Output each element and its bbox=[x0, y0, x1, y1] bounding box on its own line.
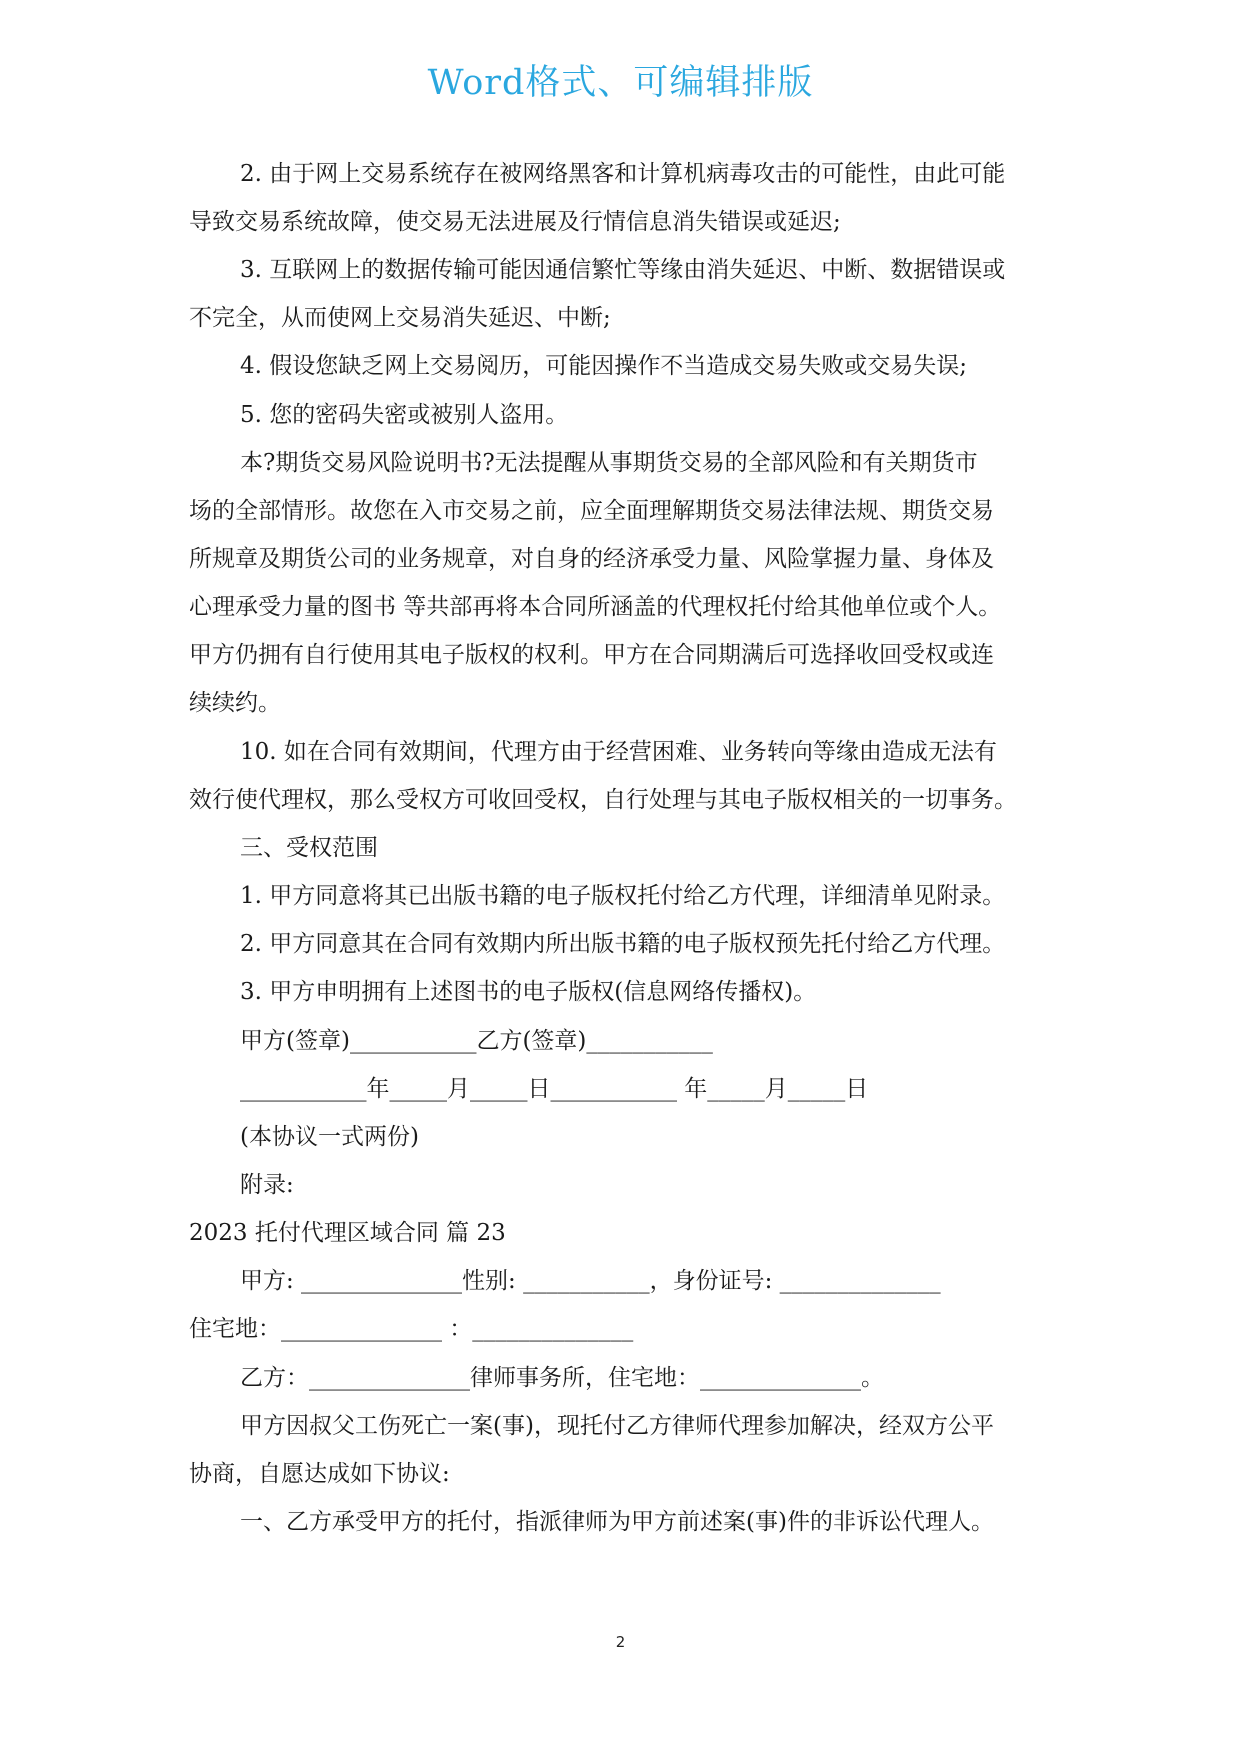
party-b-line: 乙方：______________律师事务所，住宅地：______________。 bbox=[240, 1365, 884, 1391]
paragraph-line: 10. 如在合同有效期间，代理方由于经营困难、业务转向等缘由造成无法有 bbox=[240, 739, 997, 765]
paragraph-line: 3. 甲方申明拥有上述图书的电子版权(信息网络传播权)。 bbox=[240, 979, 817, 1005]
paragraph-line: 2. 甲方同意其在合同有效期内所出版书籍的电子版权预先托付给乙方代理。 bbox=[240, 931, 1006, 957]
contract-title: 2023 托付代理区域合同 篇 23 bbox=[189, 1220, 506, 1246]
paragraph-line: 2. 由于网上交易系统存在被网络黑客和计算机病毒攻击的可能性，由此可能 bbox=[240, 161, 1006, 187]
paragraph-line: 4. 假设您缺乏网上交易阅历，可能因操作不当造成交易失败或交易失误; bbox=[240, 353, 968, 379]
paragraph-line: 所规章及期货公司的业务规章，对自身的经济承受力量、风险掌握力量、身体及 bbox=[189, 546, 994, 572]
date-line: ___________年_____月_____日___________ 年_____月_____日 bbox=[240, 1076, 869, 1102]
paragraph-line: 心理承受力量的图书 等共部再将本合同所涵盖的代理权托付给其他单位或个人。 bbox=[189, 594, 1002, 620]
paragraph-line: 3. 互联网上的数据传输可能因通信繁忙等缘由消失延迟、中断、数据错误或 bbox=[240, 257, 1006, 283]
paragraph-line: 不完全，从而使网上交易消失延迟、中断; bbox=[189, 305, 611, 331]
paragraph-line: 续续约。 bbox=[189, 690, 281, 716]
appendix-label: 附录: bbox=[240, 1172, 294, 1198]
paragraph-line: 1. 甲方同意将其已出版书籍的电子版权托付给乙方代理，详细清单见附录。 bbox=[240, 883, 1006, 909]
party-a-line: 甲方: ______________性别: ___________，身份证号: ______________ bbox=[240, 1268, 941, 1294]
paragraph-line: 一、乙方承受甲方的托付，指派律师为甲方前述案(事)件的非诉讼代理人。 bbox=[240, 1509, 994, 1535]
paragraph-line: (本协议一式两份) bbox=[240, 1124, 419, 1150]
paragraph-line: 导致交易系统故障，使交易无法进展及行情信息消失错误或延迟; bbox=[189, 209, 841, 235]
address-line: 住宅地：______________ ：______________ bbox=[189, 1316, 634, 1342]
paragraph-line: 场的全部情形。故您在入市交易之前，应全面理解期货交易法律法规、期货交易 bbox=[189, 498, 994, 524]
section-heading: 三、受权范围 bbox=[240, 835, 378, 861]
paragraph-line: 协商，自愿达成如下协议: bbox=[189, 1461, 450, 1487]
signature-line: 甲方(签章)___________乙方(签章)___________ bbox=[240, 1028, 713, 1054]
paragraph-line: 5. 您的密码失密或被别人盗用。 bbox=[240, 402, 569, 428]
page-header-title: Word格式、可编辑排版 bbox=[427, 63, 814, 103]
paragraph-line: 甲方因叔父工伤死亡一案(事)，现托付乙方律师代理参加解决，经双方公平 bbox=[240, 1413, 994, 1439]
paragraph-line: 效行使代理权，那么受权方可收回受权，自行处理与其电子版权相关的一切事务。 bbox=[189, 787, 1017, 813]
paragraph-line: 本?期货交易风险说明书?无法提醒从事期货交易的全部风险和有关期货市 bbox=[240, 450, 978, 476]
paragraph-line: 甲方仍拥有自行使用其电子版权的权利。甲方在合同期满后可选择收回受权或连 bbox=[189, 642, 994, 668]
page-number: 2 bbox=[615, 1633, 626, 1651]
